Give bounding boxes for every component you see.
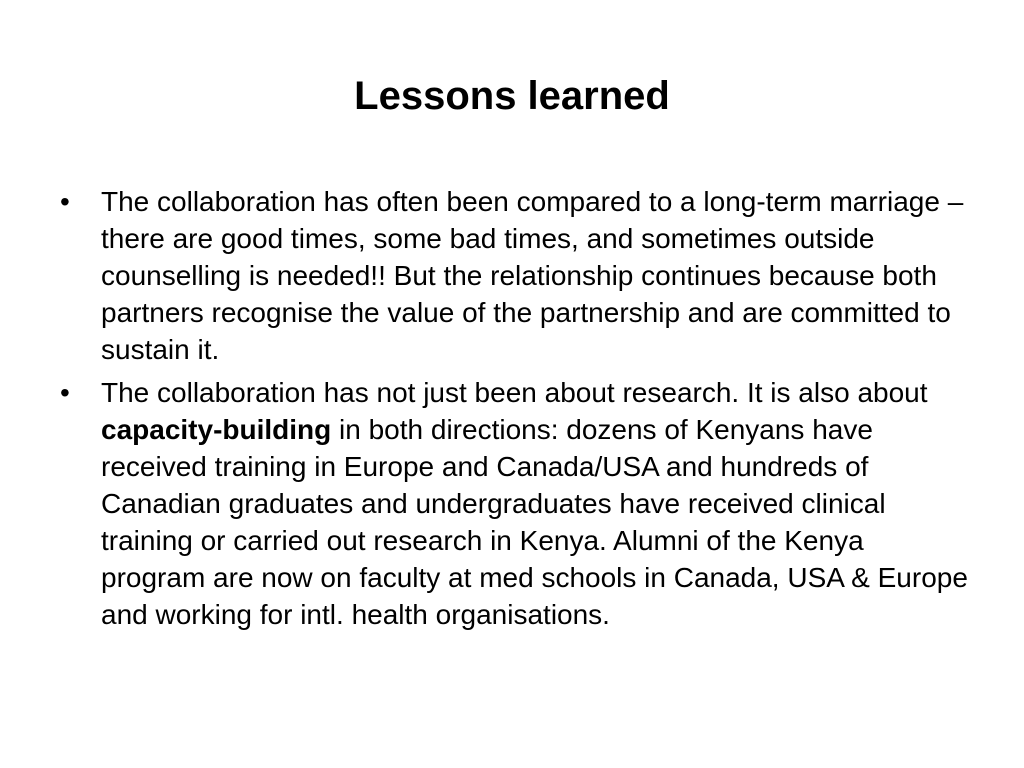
bullet-marker: • — [60, 377, 70, 408]
bullet-text-after: in both directions: dozens of Kenyans have received training in Europe and Canada/USA and hundreds of Canadian graduates and undergraduates have received clinical training or carried out research in Kenya. Alumni of the Kenya program are now on faculty at med schools in Canada, USA & Europe and working for intl. health organisations. — [101, 414, 968, 630]
bullet-text-before: The collaboration has not just been about research. It is also about — [101, 377, 928, 408]
bullet-text: The collaboration has often been compared to a long-term marriage – there are good times, some bad times, and sometimes outside counselling is needed!! But the relationship continues because both partners recognise the value of the partnership and are committed to sustain it. — [101, 186, 964, 365]
bullet-emphasis: capacity-building — [101, 414, 332, 445]
slide-title: Lessons learned — [354, 74, 670, 118]
bullet-list — [60, 183, 970, 639]
bullet-marker: • — [60, 186, 70, 217]
bullet-item-capacity-building — [60, 374, 970, 633]
bullet-item-collaboration-marriage — [60, 183, 970, 368]
